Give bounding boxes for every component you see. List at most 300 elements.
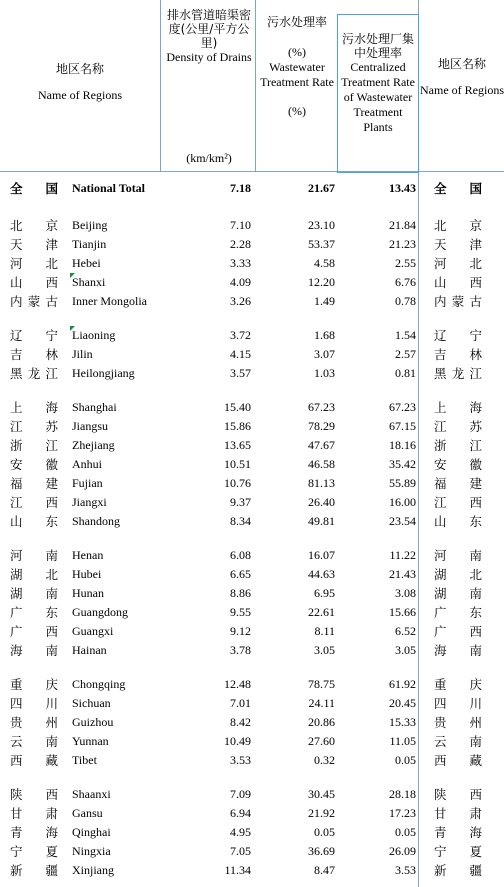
region-char: 河 bbox=[10, 548, 23, 563]
region-char: 新 bbox=[434, 863, 447, 878]
region-char: 州 bbox=[469, 715, 482, 730]
region-char: 南 bbox=[45, 586, 58, 601]
region-char: 川 bbox=[469, 696, 482, 711]
region-name-zh bbox=[10, 713, 58, 732]
region-char: 宁 bbox=[10, 844, 23, 859]
region-char: 天 bbox=[10, 237, 23, 252]
region-char: 南 bbox=[469, 548, 482, 563]
region-char: 徽 bbox=[469, 457, 482, 472]
region-char: 京 bbox=[469, 218, 482, 233]
wastewater-rate-value: 21.92 bbox=[308, 806, 335, 820]
column-divider bbox=[255, 0, 256, 172]
region-char: 湖 bbox=[10, 586, 23, 601]
density-value: 3.33 bbox=[230, 256, 251, 270]
table-row bbox=[0, 235, 504, 254]
wastewater-rate-value: 24.11 bbox=[308, 696, 335, 710]
region-char: 山 bbox=[10, 275, 23, 290]
header-wastewater-rate bbox=[258, 15, 336, 119]
region-name-zh-right bbox=[434, 694, 482, 713]
region-char: 南 bbox=[469, 586, 482, 601]
region-char: 藏 bbox=[45, 753, 58, 768]
density-value: 10.49 bbox=[224, 734, 251, 748]
header-central-en: Centralized Treatment Rate of Wastewater Treatment Plants bbox=[341, 60, 415, 134]
region-char: 东 bbox=[469, 514, 482, 529]
centralized-rate-value: 55.89 bbox=[389, 476, 416, 490]
region-char: 上 bbox=[10, 400, 23, 415]
region-name-zh bbox=[10, 254, 58, 273]
table-row bbox=[0, 584, 504, 603]
region-name-en: Xinjiang bbox=[72, 863, 114, 877]
region-name-zh-right bbox=[434, 398, 482, 417]
region-char: 古 bbox=[469, 294, 482, 309]
region-name-zh bbox=[10, 512, 58, 531]
region-name-zh-right bbox=[434, 565, 482, 584]
region-char: 福 bbox=[10, 476, 23, 491]
region-name-zh-right bbox=[434, 546, 482, 565]
region-name-en: Guangxi bbox=[72, 624, 114, 638]
table-row bbox=[0, 216, 504, 235]
region-char: 全 bbox=[10, 181, 23, 196]
density-value: 9.55 bbox=[230, 605, 251, 619]
region-name-en: Hebei bbox=[72, 256, 101, 270]
density-value: 3.53 bbox=[230, 753, 251, 767]
header-wwtr-pct: (%) bbox=[288, 45, 306, 59]
wastewater-rate-value: 3.05 bbox=[314, 643, 335, 657]
region-name-en: Shanghai bbox=[72, 400, 117, 414]
region-name-zh-right bbox=[434, 179, 482, 198]
region-char: 西 bbox=[45, 495, 58, 510]
wastewater-rate-value: 23.10 bbox=[308, 218, 335, 232]
region-char: 海 bbox=[469, 825, 482, 840]
region-name-zh-right bbox=[434, 603, 482, 622]
table-row bbox=[0, 861, 504, 880]
region-char: 广 bbox=[434, 624, 447, 639]
region-name-zh bbox=[10, 326, 58, 345]
wastewater-rate-value: 4.58 bbox=[314, 256, 335, 270]
table-row bbox=[0, 326, 504, 345]
region-char: 苏 bbox=[45, 419, 58, 434]
density-value: 8.42 bbox=[230, 715, 251, 729]
region-char: 广 bbox=[10, 605, 23, 620]
wastewater-rate-value: 20.86 bbox=[308, 715, 335, 729]
region-name-zh bbox=[10, 622, 58, 641]
table-row bbox=[0, 694, 504, 713]
region-name-en: Fujian bbox=[72, 476, 103, 490]
table-row bbox=[0, 398, 504, 417]
region-name-zh-right bbox=[434, 326, 482, 345]
region-name-en: Chongqing bbox=[72, 677, 126, 691]
density-value: 3.57 bbox=[230, 366, 251, 380]
region-name-zh bbox=[10, 565, 58, 584]
centralized-rate-value: 17.23 bbox=[389, 806, 416, 820]
region-char: 山 bbox=[10, 514, 23, 529]
region-name-zh-right bbox=[434, 823, 482, 842]
region-char: 西 bbox=[469, 495, 482, 510]
centralized-rate-value: 0.05 bbox=[395, 753, 416, 767]
density-value: 6.08 bbox=[230, 548, 251, 562]
region-char: 广 bbox=[434, 605, 447, 620]
wastewater-rate-value: 78.29 bbox=[308, 419, 335, 433]
header-central-zh: 污水处理厂集中处理率 bbox=[341, 32, 414, 60]
region-char: 肃 bbox=[45, 806, 58, 821]
region-char: 建 bbox=[469, 476, 482, 491]
region-char: 重 bbox=[434, 677, 447, 692]
region-char: 津 bbox=[469, 237, 482, 252]
region-char: 云 bbox=[10, 734, 23, 749]
wastewater-rate-value: 53.37 bbox=[308, 237, 335, 251]
comment-marker bbox=[70, 273, 75, 278]
region-char: 西 bbox=[45, 624, 58, 639]
density-value: 3.72 bbox=[230, 328, 251, 342]
density-value: 6.65 bbox=[230, 567, 251, 581]
region-char: 山 bbox=[434, 514, 447, 529]
region-char: 甘 bbox=[434, 806, 447, 821]
region-char: 安 bbox=[434, 457, 447, 472]
wastewater-rate-value: 1.49 bbox=[314, 294, 335, 308]
region-char: 河 bbox=[434, 256, 447, 271]
region-char: 北 bbox=[45, 256, 58, 271]
region-name-zh bbox=[10, 436, 58, 455]
region-name-zh-right bbox=[434, 216, 482, 235]
table-row bbox=[0, 512, 504, 531]
region-name-en: Guizhou bbox=[72, 715, 114, 729]
density-value: 7.18 bbox=[230, 181, 251, 195]
region-name-zh-right bbox=[434, 512, 482, 531]
density-value: 8.86 bbox=[230, 586, 251, 600]
region-char: 古 bbox=[45, 294, 58, 309]
region-name-en: National Total bbox=[72, 181, 146, 195]
region-char: 宁 bbox=[434, 844, 447, 859]
region-name-zh bbox=[10, 584, 58, 603]
region-char: 福 bbox=[434, 476, 447, 491]
region-char: 江 bbox=[10, 419, 23, 434]
table-row bbox=[0, 273, 504, 292]
region-char: 吉 bbox=[434, 347, 447, 362]
wastewater-rate-value: 1.03 bbox=[314, 366, 335, 380]
region-char: 龙 bbox=[451, 366, 465, 381]
table-row bbox=[0, 804, 504, 823]
region-char: 黑 bbox=[434, 366, 447, 381]
region-name-en: Shanxi bbox=[72, 275, 106, 289]
region-char: 北 bbox=[45, 567, 58, 582]
centralized-rate-value: 16.00 bbox=[389, 495, 416, 509]
region-name-en: Heilongjiang bbox=[72, 366, 135, 380]
wastewater-rate-value: 16.07 bbox=[308, 548, 335, 562]
region-name-zh bbox=[10, 751, 58, 770]
region-name-zh-right bbox=[434, 364, 482, 383]
density-value: 4.09 bbox=[230, 275, 251, 289]
centralized-rate-value: 35.42 bbox=[389, 457, 416, 471]
density-value: 7.05 bbox=[230, 844, 251, 858]
centralized-rate-value: 6.52 bbox=[395, 624, 416, 638]
region-name-zh-right bbox=[434, 455, 482, 474]
region-char: 西 bbox=[45, 787, 58, 802]
region-char: 西 bbox=[10, 753, 23, 768]
wastewater-rate-value: 12.20 bbox=[308, 275, 335, 289]
region-char: 云 bbox=[434, 734, 447, 749]
centralized-rate-value: 1.54 bbox=[395, 328, 416, 342]
region-name-zh-right bbox=[434, 436, 482, 455]
header-density-zh: 排水管道暗渠密度(公里/平方公里) bbox=[166, 8, 251, 50]
region-char: 蒙 bbox=[27, 294, 41, 309]
density-value: 10.51 bbox=[224, 457, 251, 471]
wastewater-rate-value: 0.05 bbox=[314, 825, 335, 839]
region-char: 江 bbox=[434, 495, 447, 510]
wastewater-rate-value: 22.61 bbox=[308, 605, 335, 619]
region-char: 河 bbox=[10, 256, 23, 271]
region-name-zh-right bbox=[434, 345, 482, 364]
region-name-en: Henan bbox=[72, 548, 104, 562]
region-name-en: Qinghai bbox=[72, 825, 111, 839]
region-char: 江 bbox=[469, 438, 482, 453]
region-name-zh-right bbox=[434, 675, 482, 694]
region-char: 甘 bbox=[10, 806, 23, 821]
centralized-rate-value: 61.92 bbox=[389, 677, 416, 691]
region-char: 苏 bbox=[469, 419, 482, 434]
table-row bbox=[0, 603, 504, 622]
density-value: 6.94 bbox=[230, 806, 251, 820]
region-name-zh-right bbox=[434, 254, 482, 273]
table-row bbox=[0, 842, 504, 861]
region-char: 青 bbox=[10, 825, 23, 840]
region-char: 辽 bbox=[10, 328, 23, 343]
region-name-zh bbox=[10, 546, 58, 565]
region-name-zh bbox=[10, 804, 58, 823]
density-value: 7.10 bbox=[230, 218, 251, 232]
region-char: 徽 bbox=[45, 457, 58, 472]
region-char: 南 bbox=[469, 643, 482, 658]
region-char: 海 bbox=[45, 825, 58, 840]
centralized-rate-value: 2.57 bbox=[395, 347, 416, 361]
table-row bbox=[0, 675, 504, 694]
region-name-zh bbox=[10, 861, 58, 880]
region-char: 东 bbox=[469, 605, 482, 620]
table-row bbox=[0, 179, 504, 198]
table-row bbox=[0, 785, 504, 804]
region-char: 江 bbox=[45, 438, 58, 453]
density-value: 8.34 bbox=[230, 514, 251, 528]
table-row bbox=[0, 455, 504, 474]
region-char: 浙 bbox=[434, 438, 447, 453]
header-wwtr-zh: 污水处理率 bbox=[266, 15, 327, 29]
region-name-en: Yunnan bbox=[72, 734, 109, 748]
header-region2-zh: 地区名称 bbox=[437, 57, 486, 71]
region-char: 内 bbox=[10, 294, 23, 309]
region-name-en: Shaanxi bbox=[72, 787, 111, 801]
wastewater-rate-value: 8.47 bbox=[314, 863, 335, 877]
density-value: 9.37 bbox=[230, 495, 251, 509]
region-name-zh bbox=[10, 785, 58, 804]
region-name-en: Tianjin bbox=[72, 237, 107, 251]
header-region2-en: Name of Regions bbox=[420, 83, 504, 97]
table-row bbox=[0, 345, 504, 364]
region-name-en: Liaoning bbox=[72, 328, 116, 342]
table-row bbox=[0, 641, 504, 660]
centralized-rate-value: 26.09 bbox=[389, 844, 416, 858]
region-name-zh bbox=[10, 675, 58, 694]
centralized-rate-value: 3.05 bbox=[395, 643, 416, 657]
density-value: 15.40 bbox=[224, 400, 251, 414]
centralized-rate-value: 0.78 bbox=[395, 294, 416, 308]
region-char: 山 bbox=[434, 275, 447, 290]
region-char: 广 bbox=[10, 624, 23, 639]
region-char: 黑 bbox=[10, 366, 23, 381]
density-value: 9.12 bbox=[230, 624, 251, 638]
region-char: 宁 bbox=[469, 328, 482, 343]
table-row bbox=[0, 823, 504, 842]
wastewater-rate-value: 78.75 bbox=[308, 677, 335, 691]
region-char: 疆 bbox=[45, 863, 58, 878]
region-char: 肃 bbox=[469, 806, 482, 821]
region-char: 北 bbox=[434, 218, 447, 233]
region-char: 林 bbox=[469, 347, 482, 362]
region-char: 海 bbox=[469, 400, 482, 415]
region-char: 湖 bbox=[434, 586, 447, 601]
density-value: 7.01 bbox=[230, 696, 251, 710]
region-name-zh bbox=[10, 493, 58, 512]
region-char: 陕 bbox=[10, 787, 23, 802]
table-row bbox=[0, 254, 504, 273]
region-name-zh-right bbox=[434, 804, 482, 823]
centralized-rate-value: 2.55 bbox=[395, 256, 416, 270]
region-char: 上 bbox=[434, 400, 447, 415]
wastewater-rate-value: 0.32 bbox=[314, 753, 335, 767]
wastewater-rate-value: 44.63 bbox=[308, 567, 335, 581]
region-name-zh-right bbox=[434, 622, 482, 641]
region-char: 海 bbox=[10, 643, 23, 658]
region-char: 建 bbox=[45, 476, 58, 491]
region-name-zh-right bbox=[434, 751, 482, 770]
region-name-zh-right bbox=[434, 641, 482, 660]
region-char: 天 bbox=[434, 237, 447, 252]
wastewater-rate-value: 81.13 bbox=[308, 476, 335, 490]
region-char: 海 bbox=[434, 643, 447, 658]
region-name-zh bbox=[10, 842, 58, 861]
region-char: 川 bbox=[45, 696, 58, 711]
region-char: 北 bbox=[10, 218, 23, 233]
centralized-rate-value: 13.43 bbox=[389, 181, 416, 195]
region-name-zh bbox=[10, 364, 58, 383]
region-name-zh-right bbox=[434, 785, 482, 804]
table-row bbox=[0, 417, 504, 436]
region-name-zh-right bbox=[434, 732, 482, 751]
region-name-zh bbox=[10, 179, 58, 198]
centralized-rate-value: 11.05 bbox=[389, 734, 416, 748]
region-name-zh-right bbox=[434, 474, 482, 493]
region-name-en: Sichuan bbox=[72, 696, 111, 710]
region-char: 江 bbox=[434, 419, 447, 434]
region-name-zh-right bbox=[434, 861, 482, 880]
region-name-zh-right bbox=[434, 713, 482, 732]
region-name-en: Jiangsu bbox=[72, 419, 108, 433]
region-name-zh-right bbox=[434, 235, 482, 254]
region-char: 龙 bbox=[27, 366, 41, 381]
table-row bbox=[0, 751, 504, 770]
wastewater-rate-value: 67.23 bbox=[308, 400, 335, 414]
centralized-rate-value: 21.84 bbox=[389, 218, 416, 232]
region-char: 南 bbox=[469, 734, 482, 749]
centralized-rate-value: 21.23 bbox=[389, 237, 416, 251]
density-value: 11.34 bbox=[224, 863, 251, 877]
region-char: 湖 bbox=[10, 567, 23, 582]
region-char: 江 bbox=[10, 495, 23, 510]
region-char: 东 bbox=[45, 605, 58, 620]
region-name-en: Inner Mongolia bbox=[72, 294, 147, 308]
region-char: 津 bbox=[45, 237, 58, 252]
centralized-rate-value: 67.15 bbox=[389, 419, 416, 433]
centralized-rate-value: 28.18 bbox=[389, 787, 416, 801]
table-row bbox=[0, 474, 504, 493]
region-name-zh bbox=[10, 235, 58, 254]
density-value: 4.95 bbox=[230, 825, 251, 839]
region-char: 安 bbox=[10, 457, 23, 472]
region-char: 四 bbox=[10, 696, 23, 711]
region-name-zh bbox=[10, 398, 58, 417]
centralized-rate-value: 6.76 bbox=[395, 275, 416, 289]
header-wwtr-en: Wastewater Treatment Rate bbox=[260, 60, 334, 89]
region-char: 新 bbox=[10, 863, 23, 878]
table-row bbox=[0, 565, 504, 584]
region-char: 夏 bbox=[469, 844, 482, 859]
table-row bbox=[0, 622, 504, 641]
centralized-rate-value: 21.43 bbox=[389, 567, 416, 581]
centralized-rate-value: 3.08 bbox=[395, 586, 416, 600]
region-name-zh bbox=[10, 417, 58, 436]
density-value: 12.48 bbox=[224, 677, 251, 691]
wastewater-rate-value: 30.45 bbox=[308, 787, 335, 801]
table-row bbox=[0, 546, 504, 565]
wastewater-rate-value: 1.68 bbox=[314, 328, 335, 342]
centralized-rate-value: 18.16 bbox=[389, 438, 416, 452]
region-name-en: Beijing bbox=[72, 218, 108, 232]
region-char: 贵 bbox=[10, 715, 23, 730]
region-char: 东 bbox=[45, 514, 58, 529]
header-centralized-rate bbox=[340, 32, 416, 135]
wastewater-rate-value: 26.40 bbox=[308, 495, 335, 509]
table-row bbox=[0, 436, 504, 455]
centralized-rate-value: 20.45 bbox=[389, 696, 416, 710]
region-char: 宁 bbox=[45, 328, 58, 343]
region-char: 疆 bbox=[469, 863, 482, 878]
region-char: 四 bbox=[434, 696, 447, 711]
region-name-en: Ningxia bbox=[72, 844, 111, 858]
region-name-en: Gansu bbox=[72, 806, 103, 820]
centralized-rate-value: 15.33 bbox=[389, 715, 416, 729]
header-wwtr-pct-bottom: (%) bbox=[288, 104, 306, 118]
header-density-unit: (km/km²) bbox=[186, 151, 232, 165]
region-char: 林 bbox=[45, 347, 58, 362]
region-name-zh-right bbox=[434, 417, 482, 436]
region-name-en: Hunan bbox=[72, 586, 104, 600]
region-name-zh bbox=[10, 732, 58, 751]
region-char: 国 bbox=[469, 181, 482, 196]
region-name-zh bbox=[10, 823, 58, 842]
region-char: 北 bbox=[469, 256, 482, 271]
wastewater-rate-value: 36.69 bbox=[308, 844, 335, 858]
wastewater-rate-value: 47.67 bbox=[308, 438, 335, 452]
wastewater-rate-value: 6.95 bbox=[314, 586, 335, 600]
wastewater-rate-value: 21.67 bbox=[308, 181, 335, 195]
region-name-zh bbox=[10, 455, 58, 474]
comment-marker bbox=[70, 326, 75, 331]
region-char: 南 bbox=[45, 548, 58, 563]
region-char: 南 bbox=[45, 643, 58, 658]
region-char: 河 bbox=[434, 548, 447, 563]
region-name-en: Zhejiang bbox=[72, 438, 115, 452]
region-char: 京 bbox=[45, 218, 58, 233]
region-char: 国 bbox=[45, 181, 58, 196]
wastewater-rate-value: 49.81 bbox=[308, 514, 335, 528]
